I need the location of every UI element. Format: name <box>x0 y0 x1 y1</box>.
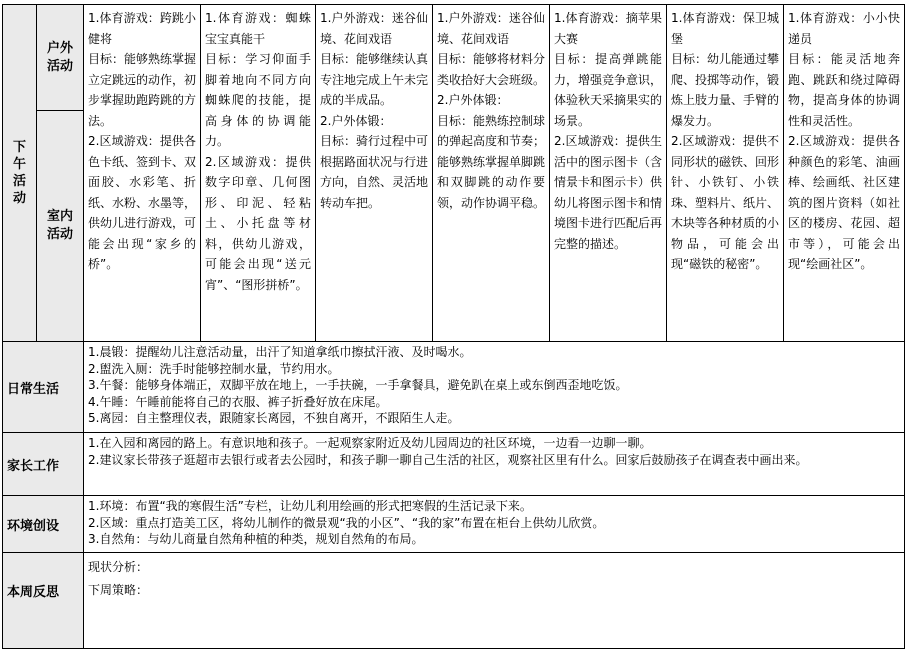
daily-row <box>3 342 905 433</box>
reflection-row <box>3 553 905 649</box>
environment-item: 3.自然角：与幼儿商量自然角种植的种类，规划自然角的布局。 <box>88 532 424 546</box>
activity-2-indoor: 2.区域游戏：提供数字印章、几何图形、印泥、轻粘土、小托盘等材料，供幼儿游戏，可能会出现“送元宵”、“图形拼桥”。 <box>205 154 311 292</box>
activity-7-goal: 目标：能灵活地奔跑、跳跃和绕过障碍物，提高身体的协调性和灵活性。 <box>788 52 900 128</box>
activity-7-indoor: 2.区域游戏：提供各种颜色的彩笔、油画棒、绘画纸、社区建筑的图片资料（如社区的楼房、花园、超市等），可能会出现“绘画社区”。 <box>788 134 900 271</box>
next-week-strategy-label: 下周策略： <box>88 582 149 597</box>
activity-4-title: 1.户外游戏：迷谷仙境、花间戏语 <box>437 11 545 46</box>
activity-4-indoor-goal: 目标：能熟练控制球的弹起高度和节奏；能够熟练掌握单脚跳和双脚跳的动作要领，动作协调平稳。 <box>437 113 546 210</box>
parents-label: 家长工作 <box>7 458 60 474</box>
environment-content <box>84 496 905 553</box>
environment-row <box>3 496 905 553</box>
outdoor-label-cell <box>37 5 84 111</box>
activity-5-goal: 目标：提高弹跳能力，增强竞争意识，体验秋天采摘果实的场景。 <box>554 52 663 128</box>
daily-item: 1.晨锻：提醒幼儿注意活动量，出汗了知道拿纸巾擦拭汗液、及时喝水。 <box>88 345 472 359</box>
indoor-label-cell <box>37 111 84 342</box>
daily-label: 日常生活 <box>7 381 60 397</box>
activity-2-title: 1.体育游戏：蜘蛛宝宝真能干 <box>205 11 311 46</box>
activity-6-title: 1.体育游戏：保卫城堡 <box>671 11 779 46</box>
reflection-content <box>84 553 905 649</box>
activity-1-goal: 目标：能够熟练掌握立定跳远的动作，初步掌握助跑跨跳的方法。 <box>88 52 197 128</box>
environment-item: 2.区域：重点打造美工区，将幼儿制作的微景观“我的小区”、“我的家”布置在柜台上供幼儿欣赏。 <box>88 515 605 530</box>
activity-cell-2 <box>201 5 316 342</box>
activity-4-indoor-title: 2.户外体锻： <box>437 93 509 107</box>
activity-3-goal: 目标：能够继续认真专注地完成上午未完成的半成品。 <box>320 52 429 107</box>
parents-item: 1.在入园和离园的路上。有意识地和孩子。一起观察家附近及幼儿园周边的社区环境，一边看一边聊一聊。 <box>88 436 652 450</box>
activity-cell-7 <box>784 5 905 342</box>
parents-item: 2.建议家长带孩子逛超市去银行或者去公园时，和孩子聊一聊自己生活的社区，观察社区里有什么。回家后鼓励孩子在调查表中画出来。 <box>88 452 808 467</box>
afternoon-label-cell <box>3 5 37 342</box>
afternoon-label: 下午活动 <box>12 140 26 206</box>
daily-item: 2.盥洗入厕：洗手时能够控制水量，节约用水。 <box>88 361 340 376</box>
parents-label-cell <box>3 433 84 496</box>
current-analysis-label: 现状分析： <box>88 560 149 574</box>
parents-content <box>84 433 905 496</box>
reflection-label: 本周反思 <box>7 585 60 600</box>
daily-item: 4.午睡：午睡前能将自己的衣服、裤子折叠好放在床尾。 <box>88 394 388 409</box>
daily-label-cell <box>3 342 84 433</box>
weekly-plan-table <box>2 4 905 649</box>
indoor-label: 室内活动 <box>46 209 73 242</box>
reflection-label-cell <box>3 553 84 649</box>
daily-item: 5.离园：自主整理仪表，跟随家长离园，不独自离开，不跟陌生人走。 <box>88 411 460 425</box>
afternoon-outdoor-row <box>3 5 905 111</box>
activity-6-goal: 目标：幼儿能通过攀爬、投掷等动作，锻炼上肢力量、手臂的爆发力。 <box>671 52 780 128</box>
activity-2-goal: 目标：学习仰面手脚着地向不同方向蜘蛛爬的技能，提高身体的协调能力。 <box>205 52 311 148</box>
activity-cell-5 <box>550 5 667 342</box>
environment-label: 环境创设 <box>7 518 60 534</box>
activity-3-indoor-title: 2.户外体锻： <box>320 113 392 128</box>
activity-4-goal: 目标：能够将材料分类收拾好大会班级。 <box>437 52 546 87</box>
environment-item: 1.环境：布置“我的寒假生活”专栏，让幼儿利用绘画的形式把寒假的生活记录下来。 <box>88 499 532 513</box>
activity-1-indoor: 2.区域游戏：提供各色卡纸、签到卡、双面胶、水彩笔、折纸、水粉、水墨等，供幼儿进行游戏，可能会出现“家乡的桥”。 <box>88 134 197 271</box>
activity-cell-6 <box>667 5 784 342</box>
activity-cell-1 <box>84 5 201 342</box>
activity-7-title: 1.体育游戏：小小快递员 <box>788 11 900 46</box>
activity-1-title: 1.体育游戏：跨跳小健将 <box>88 11 196 46</box>
parents-row <box>3 433 905 496</box>
daily-content <box>84 342 905 433</box>
activity-3-title: 1.户外游戏：迷谷仙境、花间戏语 <box>320 11 428 46</box>
activity-6-indoor: 2.区域游戏：提供不同形状的磁铁、回形针、小铁钉、小铁珠、塑料片、纸片、木块等各种材质的小物品，可能会出现“磁铁的秘密”。 <box>671 134 780 271</box>
activity-5-indoor: 2.区域游戏：提供生活中的图示图卡（含情景卡和图示卡）供幼儿将图示图卡和情境图卡进行匹配后再完整的描述。 <box>554 134 663 251</box>
outdoor-label: 户外活动 <box>46 40 73 74</box>
activity-cell-3 <box>316 5 433 342</box>
daily-item: 3.午餐：能够身体端正，双脚平放在地上，一手扶碗，一手拿餐具，避免趴在桌上或东倒西歪地吃饭。 <box>88 378 628 392</box>
activity-3-indoor-goal: 目标：骑行过程中可根据路面状况与行进方向，自然、灵活地转动车把。 <box>320 134 429 210</box>
activity-cell-4 <box>433 5 550 342</box>
activity-5-title: 1.体育游戏：摘苹果大赛 <box>554 11 662 46</box>
environment-label-cell <box>3 496 84 553</box>
